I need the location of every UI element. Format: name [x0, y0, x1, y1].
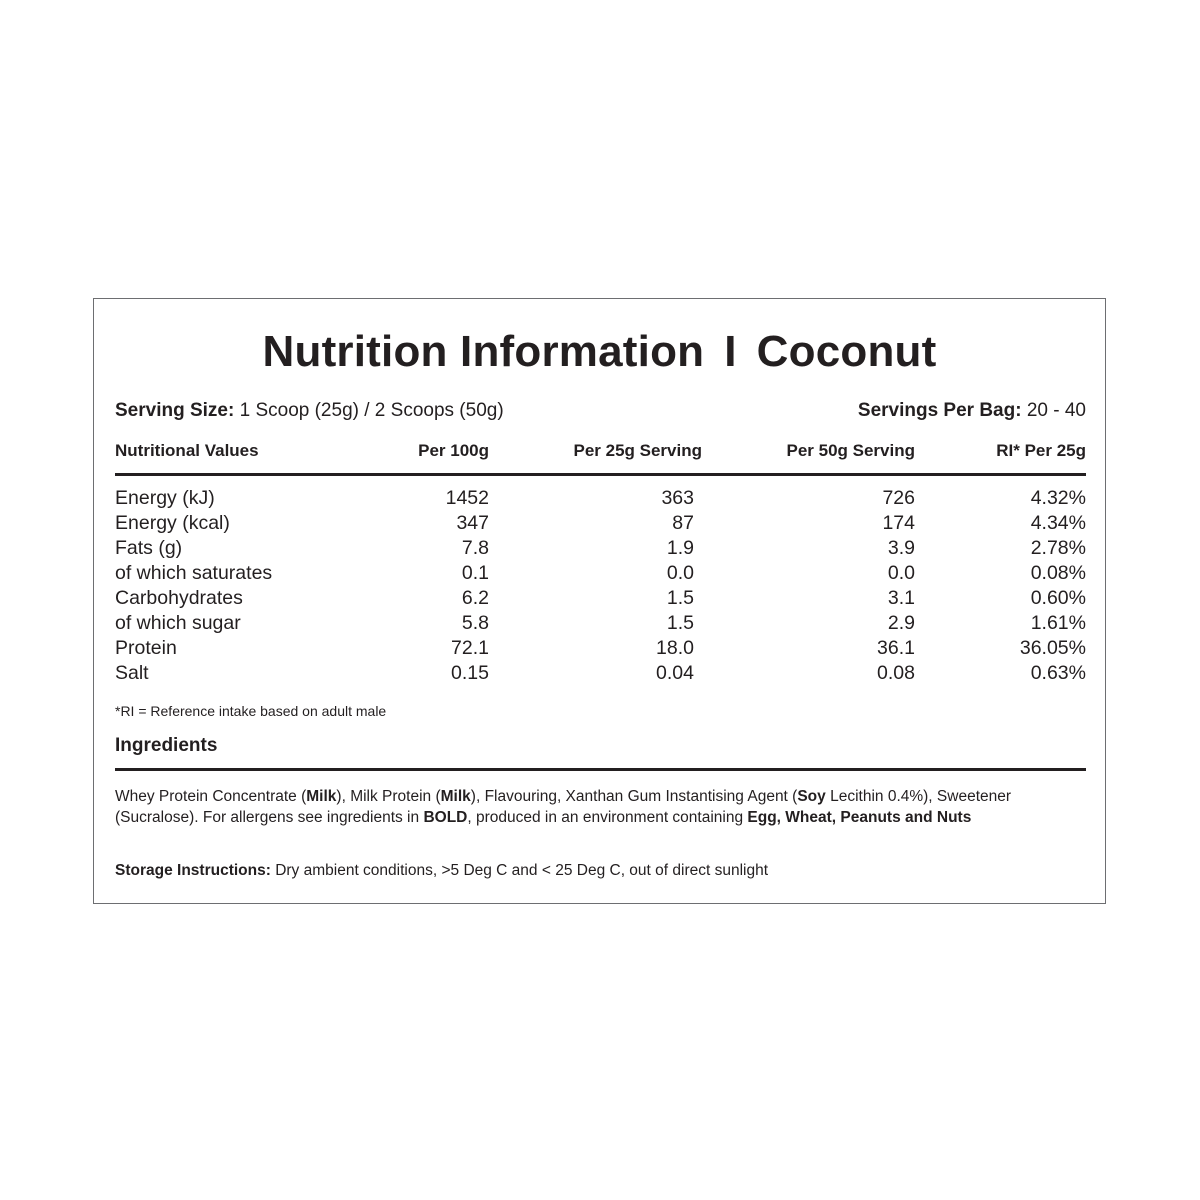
title-flavour: Coconut — [756, 327, 937, 376]
row-nutrient: of which sugar — [115, 612, 241, 634]
row-per-25g: 363 — [661, 487, 694, 509]
ingredient-text: Whey Protein Concentrate ( — [115, 788, 307, 805]
table-row — [115, 612, 1086, 637]
header-per-50g: Per 50g Serving — [786, 441, 915, 460]
ingredient-allergen: Soy — [797, 788, 826, 805]
header-nutritional-values: Nutritional Values — [115, 441, 259, 460]
table-row — [115, 512, 1086, 537]
ri-footnote: *RI = Reference intake based on adult male — [115, 703, 387, 719]
servings-per-bag-value: 20 - 40 — [1021, 400, 1086, 421]
header-per-100g: Per 100g — [418, 441, 489, 460]
row-per-50g: 3.1 — [887, 587, 915, 609]
header-ri-per-25g: RI* Per 25g — [996, 441, 1086, 460]
row-per-100g: 347 — [456, 512, 489, 534]
row-per-25g: 0.0 — [666, 562, 694, 584]
row-per-25g: 1.9 — [666, 537, 694, 559]
row-ri: 1.61% — [1030, 612, 1086, 634]
storage-instructions — [115, 862, 768, 880]
ingredients-heading: Ingredients — [115, 735, 1086, 771]
row-ri: 36.05% — [1019, 637, 1086, 659]
row-ri: 0.63% — [1030, 662, 1086, 684]
table-row — [115, 562, 1086, 587]
table-row — [115, 587, 1086, 612]
row-per-100g: 6.2 — [461, 587, 489, 609]
title-main: Nutrition Information — [262, 327, 705, 376]
row-ri: 0.08% — [1030, 562, 1086, 584]
row-ri: 4.34% — [1030, 512, 1086, 534]
row-per-25g: 1.5 — [666, 612, 694, 634]
row-per-100g: 72.1 — [451, 637, 489, 659]
row-nutrient: Protein — [115, 637, 177, 659]
row-per-50g: 36.1 — [877, 637, 915, 659]
row-per-50g: 726 — [882, 487, 915, 509]
table-header — [115, 441, 1086, 476]
row-per-25g: 87 — [672, 512, 694, 534]
row-per-25g: 18.0 — [656, 637, 694, 659]
row-nutrient: Energy (kJ) — [115, 487, 215, 509]
row-per-50g: 0.0 — [887, 562, 915, 584]
nutrition-panel — [93, 298, 1106, 904]
table-row — [115, 537, 1086, 562]
table-row — [115, 662, 1086, 687]
servings-per-bag-label: Servings Per Bag: — [857, 400, 1022, 421]
row-nutrient: Energy (kcal) — [115, 512, 230, 534]
servings-per-bag — [858, 400, 1086, 422]
ingredient-allergen: Egg, Wheat, Peanuts and Nuts — [747, 809, 972, 826]
row-nutrient: Carbohydrates — [115, 587, 243, 609]
header-per-25g: Per 25g Serving — [573, 441, 702, 460]
serving-size-value: 1 Scoop (25g) / 2 Scoops (50g) — [234, 400, 504, 421]
storage-value: Dry ambient conditions, >5 Deg C and < 25 Deg C, out of direct sunlight — [270, 862, 769, 879]
table-row — [115, 487, 1086, 512]
row-nutrient: Fats (g) — [115, 537, 183, 559]
row-per-100g: 1452 — [445, 487, 489, 509]
ingredient-allergen: BOLD — [423, 809, 468, 826]
row-per-25g: 0.04 — [656, 662, 694, 684]
ingredient-allergen: Milk — [306, 788, 337, 805]
serving-size-label: Serving Size: — [115, 400, 235, 421]
row-per-100g: 0.15 — [451, 662, 489, 684]
ingredient-text: Lecithin 0.4%), Sweetener (Sucralose). For allergens see ingredients in — [115, 788, 1012, 826]
row-per-50g: 2.9 — [887, 612, 915, 634]
row-per-100g: 7.8 — [461, 537, 489, 559]
ingredient-text: , produced in an environment containing — [467, 809, 748, 826]
ingredient-text: ), Flavouring, Xanthan Gum Instantising Agent ( — [470, 788, 798, 805]
row-ri: 2.78% — [1030, 537, 1086, 559]
row-per-50g: 174 — [882, 512, 915, 534]
row-nutrient: Salt — [115, 662, 149, 684]
row-per-100g: 0.1 — [461, 562, 489, 584]
row-per-50g: 0.08 — [877, 662, 915, 684]
storage-label: Storage Instructions: — [115, 862, 271, 879]
title-separator: I — [724, 327, 737, 376]
row-per-25g: 1.5 — [666, 587, 694, 609]
serving-info — [115, 400, 1086, 422]
nutrition-table-body — [115, 487, 1086, 687]
row-per-50g: 3.9 — [887, 537, 915, 559]
serving-size — [115, 400, 504, 422]
table-row — [115, 637, 1086, 662]
page-title — [94, 327, 1105, 377]
ingredients-text — [115, 786, 1086, 828]
row-per-100g: 5.8 — [461, 612, 489, 634]
row-ri: 4.32% — [1030, 487, 1086, 509]
ingredient-text: ), Milk Protein ( — [336, 788, 441, 805]
row-ri: 0.60% — [1030, 587, 1086, 609]
row-nutrient: of which saturates — [115, 562, 273, 584]
ingredient-allergen: Milk — [440, 788, 471, 805]
